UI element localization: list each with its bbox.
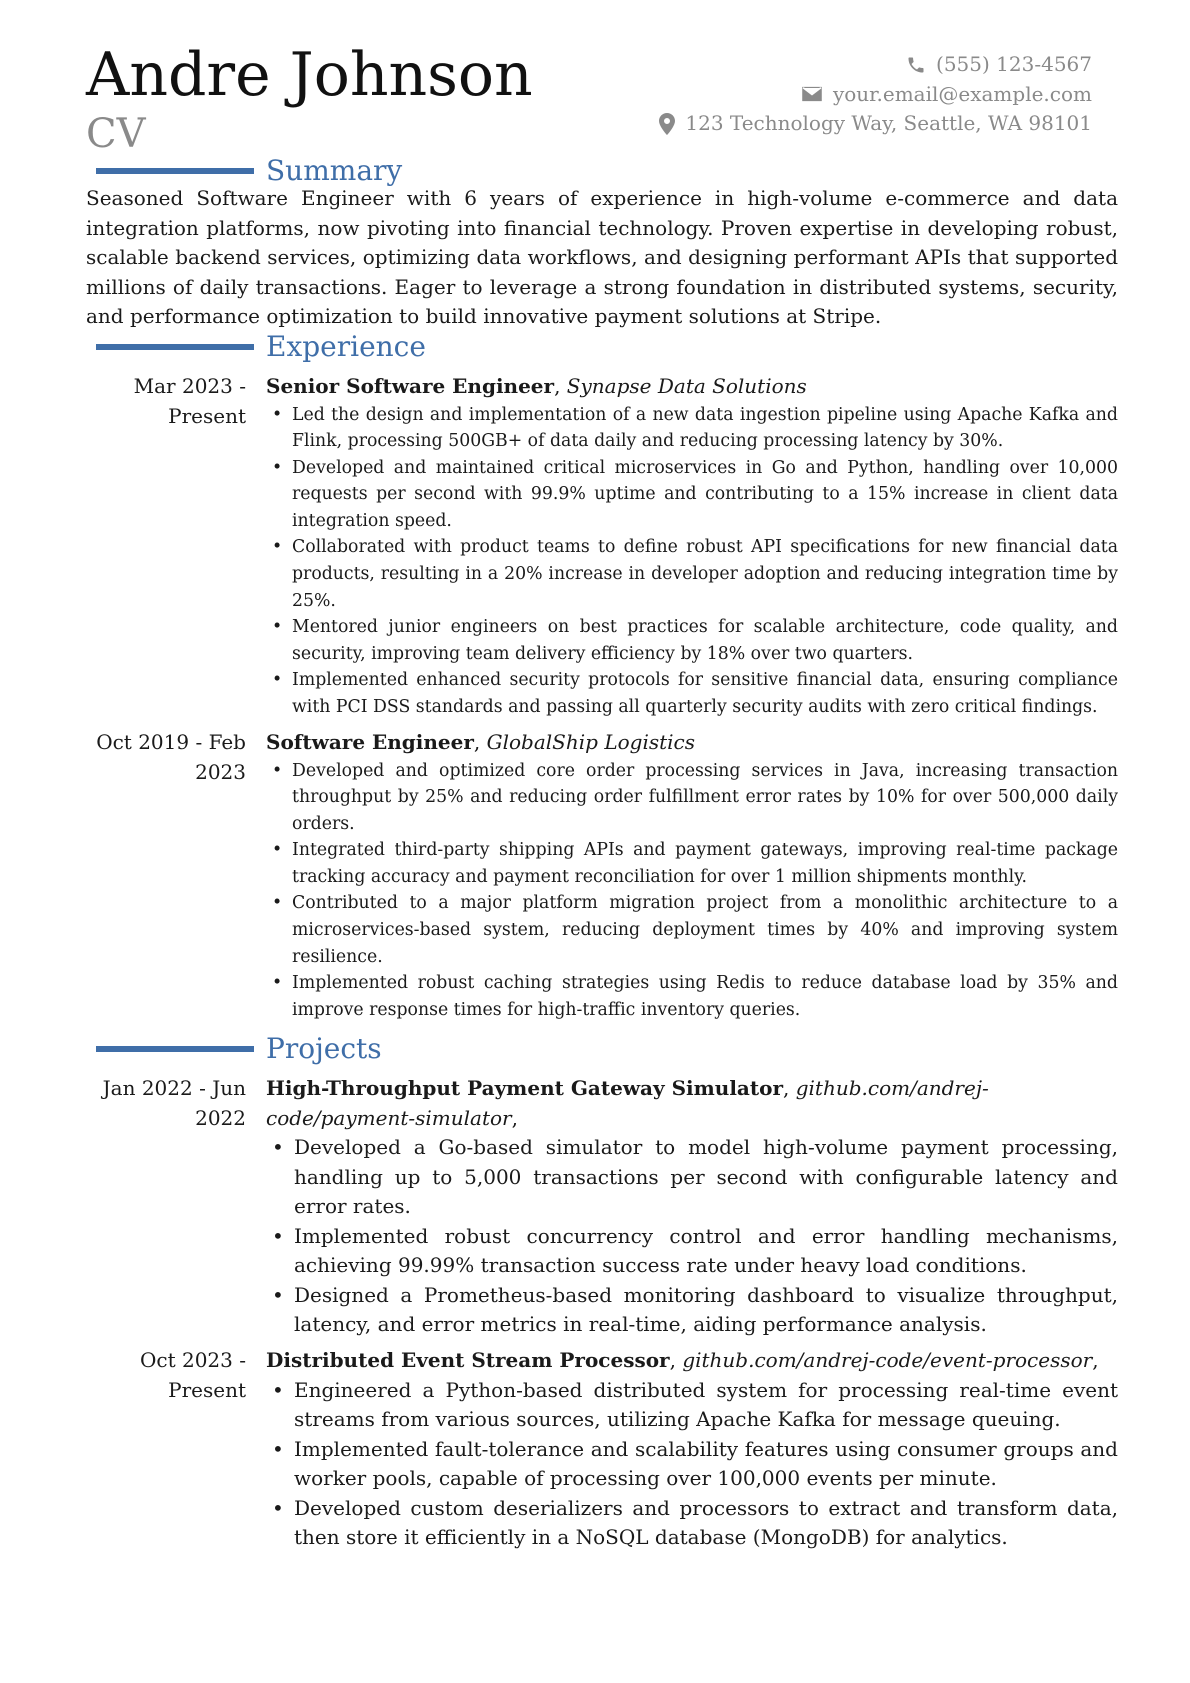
- list-item: • Developed and maintained critical microservices in Go and Python, handling over 10,000 requests per second with 99.9% uptime and contributing to a 15% increase in client data integration speed.: [266, 455, 1118, 535]
- email-link[interactable]: your.email@example.com: [832, 81, 1092, 106]
- section-accent-bar: [96, 168, 254, 174]
- list-item: • Mentored junior engineers on best practices for scalable architecture, code quality, and security, improving team delivery efficiency by 18% over two quarters.: [266, 614, 1118, 667]
- project-name: High-Throughput Payment Gateway Simulator: [266, 1076, 783, 1100]
- bullet-list: [266, 1133, 1118, 1340]
- section-experience-heading: [96, 328, 1096, 368]
- document-subtitle: CV: [86, 111, 146, 157]
- list-item: • Collaborated with product teams to define robust API specifications for new financial data products, resulting in a 20% increase in developer adoption and reducing integration time by 25%.: [266, 534, 1118, 614]
- job-title: Software Engineer: [266, 730, 474, 754]
- envelope-icon: [801, 86, 823, 102]
- entry-date: Jan 2022 - Jun 2022: [102, 1076, 246, 1130]
- list-item: • Engineered a Python-based distributed system for processing real-time event streams from various sources, utilizing Apache Kafka for message queuing.: [266, 1376, 1118, 1435]
- list-item: • Designed a Prometheus-based monitoring dashboard to visualize throughput, latency, and error metrics in real-time, aiding performance analysis.: [266, 1281, 1118, 1340]
- section-title: Summary: [266, 154, 403, 187]
- bullet-list: [266, 402, 1118, 721]
- section-projects-heading: [96, 1030, 1096, 1070]
- entry-date: Oct 2019 - Feb 2023: [96, 730, 246, 784]
- list-item: • Developed and optimized core order processing services in Java, increasing transaction throughput by 25% and reducing order fulfillment error rates by 10% for over 500,000 daily orders.: [266, 758, 1118, 838]
- entry-heading: Distributed Event Stream Processor, github.com/andrej-code/event-processor,: [266, 1348, 1099, 1372]
- company-name: Synapse Data Solutions: [566, 374, 807, 398]
- project-entry: [86, 1346, 1118, 1553]
- summary-text: Seasoned Software Engineer with 6 years of experience in high-volume e-commerce and data integration platforms, now pivoting into financial technology. Proven expertise in developing robust, scalable backend services, optimizing data workflows, and designing performant APIs that supported millions of daily transactions. Eager to leverage a strong foundation in distributed systems, security, and performance optimization to build innovative payment solutions at Stripe.: [86, 186, 1118, 328]
- list-item: • Implemented robust concurrency control and error handling mechanisms, achieving 99.99% transaction success rate under heavy load conditions.: [266, 1222, 1118, 1281]
- entry-heading: High-Throughput Payment Gateway Simulator, github.com/andrej-code/payment-simulator,: [266, 1076, 989, 1130]
- contact-block: [659, 50, 1092, 139]
- phone-text[interactable]: (555) 123-4567: [936, 52, 1092, 76]
- list-item: • Developed custom deserializers and processors to extract and transform data, then store it efficiently in a NoSQL database (MongoDB) for analytics.: [266, 1494, 1118, 1553]
- list-item: • Integrated third-party shipping APIs and payment gateways, improving real-time package tracking accuracy and payment reconciliation for over 1 million shipments monthly.: [266, 837, 1118, 890]
- bullet-list: [266, 1376, 1118, 1553]
- project-name: Distributed Event Stream Processor: [266, 1348, 670, 1372]
- entry-date: Mar 2023 - Present: [133, 374, 246, 428]
- contact-phone: [659, 50, 1092, 80]
- project-link[interactable]: github.com/andrej-code/payment-simulator: [266, 1076, 989, 1130]
- candidate-name: Andre Johnson: [86, 40, 533, 110]
- list-item: • Developed a Go-based simulator to model high-volume payment processing, handling up to 5,000 transactions per second with configurable latency and error rates.: [266, 1133, 1118, 1222]
- contact-email: [659, 80, 1092, 110]
- list-item: • Led the design and implementation of a new data ingestion pipeline using Apache Kafka and Flink, processing 500GB+ of data daily and reducing processing latency by 30%.: [266, 402, 1118, 455]
- entry-heading: Software Engineer, GlobalShip Logistics: [266, 730, 695, 754]
- job-title: Senior Software Engineer: [266, 374, 555, 398]
- list-item: • Implemented robust caching strategies using Redis to reduce database load by 35% and improve response times for high-traffic inventory queries.: [266, 970, 1118, 1023]
- phone-icon: [906, 55, 926, 75]
- experience-entry: [86, 372, 1118, 721]
- entry-heading: Senior Software Engineer, Synapse Data Solutions: [266, 374, 807, 398]
- bullet-list: [266, 758, 1118, 1024]
- project-link[interactable]: github.com/andrej-code/event-processor: [682, 1348, 1093, 1372]
- experience-entry: [86, 728, 1118, 1023]
- contact-address: [659, 109, 1092, 139]
- section-title: Projects: [266, 1032, 382, 1065]
- section-accent-bar: [96, 344, 254, 350]
- address-text: 123 Technology Way, Seattle, WA 98101: [685, 111, 1092, 135]
- project-entry: [86, 1074, 1118, 1340]
- list-item: • Implemented enhanced security protocols for sensitive financial data, ensuring compliance with PCI DSS standards and passing all quarterly security audits with zero critical findings.: [266, 667, 1118, 720]
- list-item: • Implemented fault-tolerance and scalability features using consumer groups and worker pools, capable of processing over 100,000 events per minute.: [266, 1435, 1118, 1494]
- map-marker-icon: [659, 113, 675, 135]
- list-item: • Contributed to a major platform migration project from a monolithic architecture to a microservices-based system, reducing deployment times by 40% and improving system resilience.: [266, 890, 1118, 970]
- section-accent-bar: [96, 1046, 254, 1052]
- section-title: Experience: [266, 330, 426, 363]
- entry-date: Oct 2023 - Present: [139, 1348, 246, 1402]
- company-name: GlobalShip Logistics: [486, 730, 695, 754]
